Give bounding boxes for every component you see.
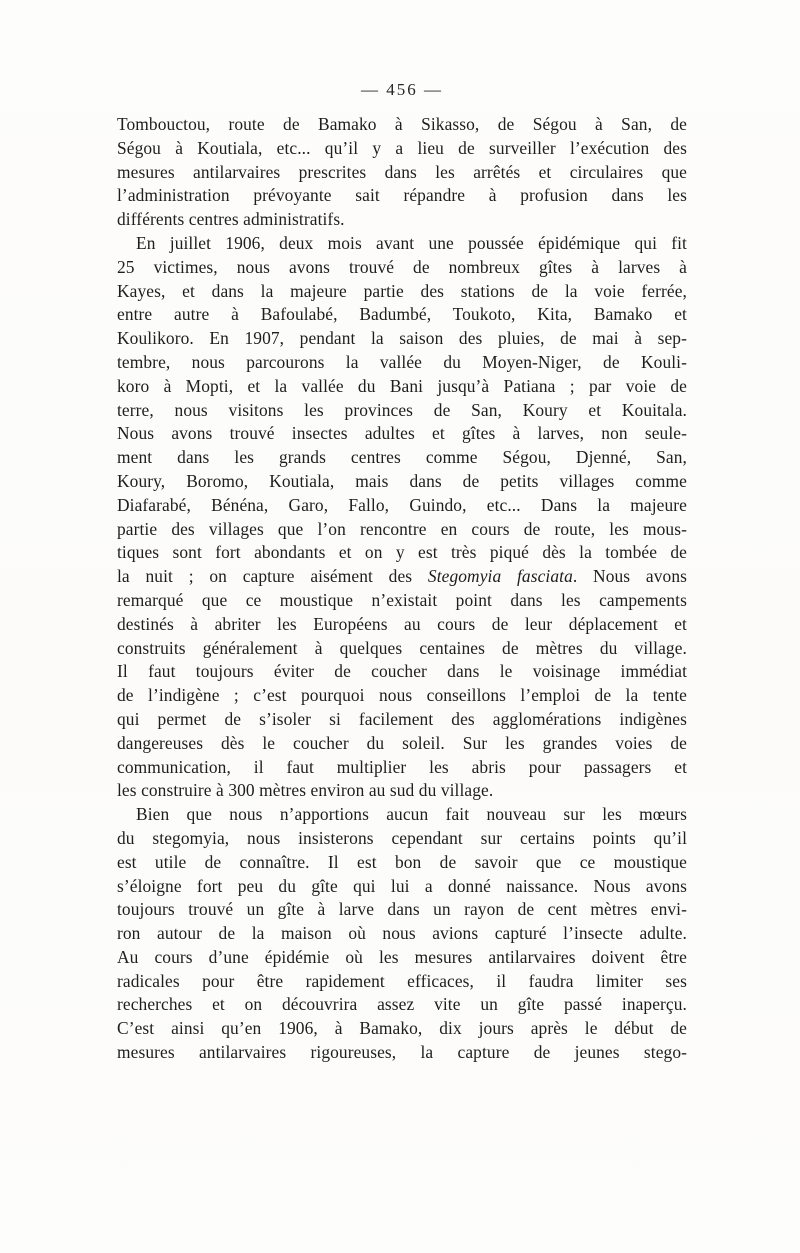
text-line: ment dans les grands centres comme Ségou, Djenné, San,: [117, 447, 687, 468]
text-line: dangereuses dès le coucher du soleil. Sur les grandes voies de: [117, 732, 687, 753]
text-line: de l’indigène ; c’est pourquoi nous conseillons l’emploi de la tente: [117, 685, 687, 706]
text-line: radicales pour être rapidement efficaces, il faudra limiter ses: [117, 970, 687, 991]
text-line: mesures antilarvaires prescrites dans les arrêtés et circulaires que: [117, 161, 687, 182]
text-line: construits généralement à quelques centaines de mètres du village.: [117, 637, 687, 658]
text-line: Nous avons trouvé insectes adultes et gîtes à larves, non seule-: [117, 423, 687, 444]
text-line: partie des villages que l’on rencontre en cours de route, les mous-: [117, 518, 687, 539]
text-line: Diafarabé, Bénéna, Garo, Fallo, Guindo, etc... Dans la majeure: [117, 494, 687, 515]
text-line: Koulikoro. En 1907, pendant la saison des pluies, de mai à sep-: [117, 328, 687, 349]
text-line: la nuit ; on capture aisément des Stegomyia fasciata. Nous avons: [117, 566, 687, 587]
text-line: 25 victimes, nous avons trouvé de nombreux gîtes à larves à: [117, 256, 687, 277]
text-line: Au cours d’une épidémie où les mesures antilarvaires doivent être: [117, 946, 687, 967]
text-line: Koury, Boromo, Koutiala, mais dans de petits villages comme: [117, 470, 687, 491]
text-line: tembre, nous parcourons la vallée du Moyen-Niger, de Kouli-: [117, 351, 687, 372]
text-line: l’administration prévoyante sait répandre à profusion dans les: [117, 185, 687, 206]
text-line: est utile de connaître. Il est bon de savoir que ce moustique: [117, 851, 687, 872]
text-line: destinés à abriter les Européens au cours de leur déplacement et: [117, 613, 687, 634]
text-line: entre autre à Bafoulabé, Badumbé, Toukoto, Kita, Bamako et: [117, 304, 687, 325]
text-line: remarqué que ce moustique n’existait point dans les campements: [117, 589, 687, 610]
text-line: terre, nous visitons les provinces de San, Koury et Kouitala.: [117, 399, 687, 420]
page-text: [117, 113, 687, 1065]
text-line: Kayes, et dans la majeure partie des stations de la voie ferrée,: [117, 280, 687, 301]
text-line: du stegomyia, nous insisterons cependant sur certains points qu’il: [117, 827, 687, 848]
paragraph: [117, 113, 687, 232]
text-line: mesures antilarvaires rigoureuses, la capture de jeunes stego-: [117, 1042, 687, 1063]
text-line: s’éloigne fort peu du gîte qui lui a donné naissance. Nous avons: [117, 875, 687, 896]
text-line: koro à Mopti, et la vallée du Bani jusqu’à Patiana ; par voie de: [117, 375, 687, 396]
text-line: toujours trouvé un gîte à larve dans un rayon de cent mètres envi-: [117, 899, 687, 920]
text-line: ron autour de la maison où nous avions capturé l’insecte adulte.: [117, 923, 687, 944]
text-line: qui permet de s’isoler si facilement des agglomérations indigènes: [117, 708, 687, 729]
text-line: Ségou à Koutiala, etc... qu’il y a lieu de surveiller l’exécution des: [117, 137, 687, 158]
text-line: En juillet 1906, deux mois avant une poussée épidémique qui fit: [136, 232, 687, 253]
page-number: — 456 —: [361, 80, 443, 99]
paragraph: [117, 803, 687, 1065]
text-line: Tombouctou, route de Bamako à Sikasso, de Ségou à San, de: [117, 114, 687, 134]
text-line: tiques sont fort abondants et on y est très piqué dès la tombée de: [117, 542, 687, 563]
text-line: Bien que nous n’apportions aucun fait nouveau sur les mœurs: [136, 804, 687, 825]
text-line: Il faut toujours éviter de coucher dans le voisinage immédiat: [117, 661, 687, 682]
text-line: communication, il faut multiplier les abris pour passagers et: [117, 756, 687, 777]
text-line: différents centres administratifs.: [117, 209, 345, 230]
text-line: les construire à 300 mètres environ au sud du village.: [117, 780, 494, 801]
text-line: C’est ainsi qu’en 1906, à Bamako, dix jours après le début de: [117, 1018, 687, 1039]
paragraph: [117, 232, 687, 803]
text-line: recherches et on découvrira assez vite un gîte passé inaperçu.: [117, 994, 687, 1015]
